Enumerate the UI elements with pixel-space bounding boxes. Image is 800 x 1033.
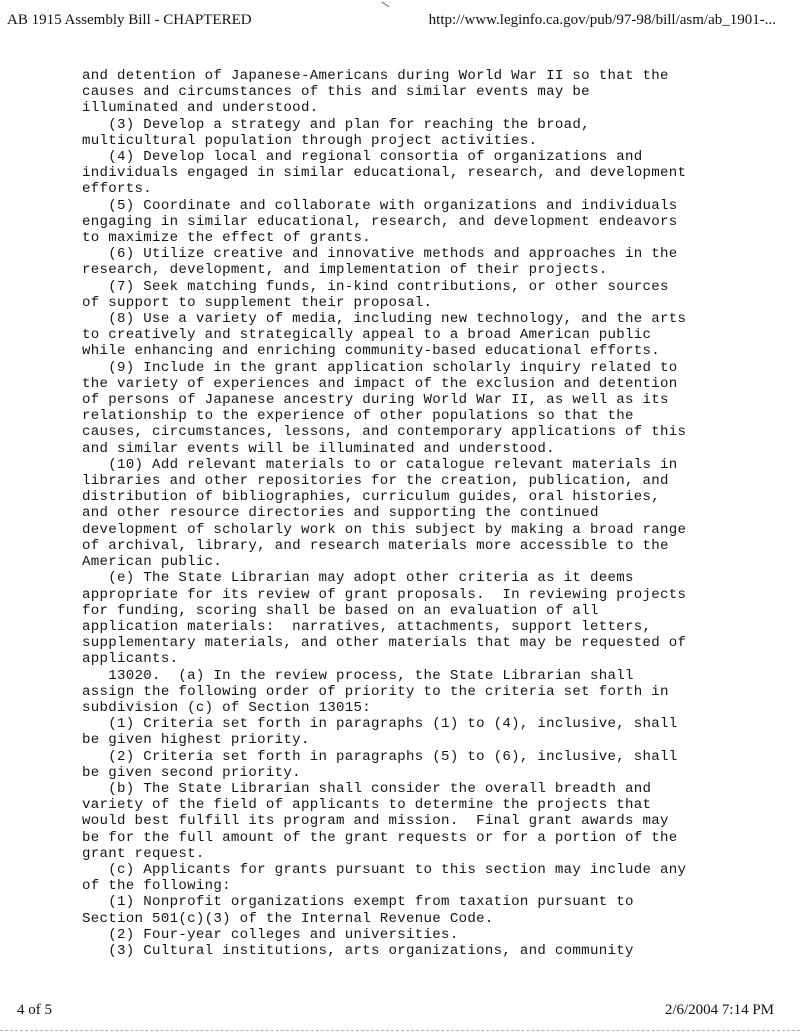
print-timestamp: 2/6/2004 7:14 PM xyxy=(664,1002,774,1018)
text-line: individuals engaged in similar educational, research, and development xyxy=(82,165,687,182)
text-line: (2) Four-year colleges and universities. xyxy=(82,926,459,943)
text-line: subdivision (c) of Section 13015: xyxy=(82,699,372,716)
text-line: engaging in similar educational, research, and development endeavors xyxy=(82,213,678,230)
page-header-title: AB 1915 Assembly Bill - CHAPTERED xyxy=(7,12,252,28)
text-line: research, development, and implementation of their projects. xyxy=(82,262,608,279)
scan-artifact xyxy=(382,2,390,8)
text-line: of archival, library, and research materials more accessible to the xyxy=(82,537,669,554)
text-line: and similar events will be illuminated and understood. xyxy=(82,440,555,457)
text-line: 13020. (a) In the review process, the State Librarian shall xyxy=(82,667,634,684)
bill-text xyxy=(82,68,686,959)
text-line: be given second priority. xyxy=(82,764,301,781)
text-line: (7) Seek matching funds, in-kind contributions, or other sources xyxy=(82,278,669,295)
text-line: (1) Nonprofit organizations exempt from taxation pursuant to xyxy=(82,894,634,911)
text-line: the variety of experiences and impact of the exclusion and detention xyxy=(82,375,678,392)
text-line: (3) Cultural institutions, arts organizations, and community xyxy=(82,942,634,959)
text-line: (6) Utilize creative and innovative methods and approaches in the xyxy=(82,246,678,263)
text-line: would best fulfill its program and mission. Final grant awards may xyxy=(82,813,669,830)
text-line: assign the following order of priority to the criteria set forth in xyxy=(82,683,669,700)
text-line: variety of the field of applicants to determine the projects that xyxy=(82,797,652,814)
text-line: (4) Develop local and regional consortia of organizations and xyxy=(82,149,643,166)
page-number: 4 of 5 xyxy=(17,1002,52,1018)
text-line: causes and circumstances of this and similar events may be xyxy=(82,84,590,101)
text-line: (5) Coordinate and collaborate with organizations and individuals xyxy=(82,197,678,214)
text-line: American public. xyxy=(82,554,223,571)
text-line: Section 501(c)(3) of the Internal Revenue Code. xyxy=(82,910,494,927)
text-line: illuminated and understood. xyxy=(82,100,319,117)
text-line: (1) Criteria set forth in paragraphs (1) to (4), inclusive, shall xyxy=(82,716,678,733)
text-line: (e) The State Librarian may adopt other criteria as it deems xyxy=(82,570,634,587)
text-line: applicants. xyxy=(82,651,179,668)
text-line: libraries and other repositories for the creation, publication, and xyxy=(82,473,669,490)
page-header-url: http://www.leginfo.ca.gov/pub/97-98/bill/asm/ab_1901-... xyxy=(428,12,776,28)
text-line: for funding, scoring shall be based on an evaluation of all xyxy=(82,602,599,619)
text-line: and other resource directories and supporting the continued xyxy=(82,505,599,522)
text-line: application materials: narratives, attachments, support letters, xyxy=(82,618,652,635)
text-line: (3) Develop a strategy and plan for reaching the broad, xyxy=(82,116,590,133)
text-line: causes, circumstances, lessons, and contemporary applications of this xyxy=(82,424,687,441)
text-line: and detention of Japanese-Americans during World War II so that the xyxy=(82,68,669,84)
text-line: be given highest priority. xyxy=(82,732,310,749)
text-line: be for the full amount of the grant requests or for a portion of the xyxy=(82,829,678,846)
text-line: (10) Add relevant materials to or catalogue relevant materials in xyxy=(82,456,678,473)
text-line: grant request. xyxy=(82,845,205,862)
text-line: (c) Applicants for grants pursuant to this section may include any xyxy=(82,861,687,878)
text-line: appropriate for its review of grant proposals. In reviewing projects xyxy=(82,586,687,603)
text-line: development of scholarly work on this subject by making a broad range xyxy=(82,521,687,538)
text-line: efforts. xyxy=(82,181,153,198)
text-line: of the following: xyxy=(82,878,231,895)
text-line: (8) Use a variety of media, including new technology, and the arts xyxy=(82,311,687,328)
page-edge-rule xyxy=(0,1030,800,1032)
text-line: supplementary materials, and other materials that may be requested of xyxy=(82,635,687,652)
text-line: while enhancing and enriching community-based educational efforts. xyxy=(82,343,661,360)
text-line: (2) Criteria set forth in paragraphs (5) to (6), inclusive, shall xyxy=(82,748,678,765)
text-line: of support to supplement their proposal. xyxy=(82,294,433,311)
text-line: distribution of bibliographies, curriculum guides, oral histories, xyxy=(82,489,661,506)
text-line: to creatively and strategically appeal to a broad American public xyxy=(82,327,652,344)
text-line: of persons of Japanese ancestry during World War II, as well as its xyxy=(82,392,669,409)
text-line: (b) The State Librarian shall consider the overall breadth and xyxy=(82,780,652,797)
text-line: relationship to the experience of other populations so that the xyxy=(82,408,634,425)
text-line: (9) Include in the grant application scholarly inquiry related to xyxy=(82,359,678,376)
text-line: multicultural population through project activities. xyxy=(82,132,538,149)
text-line: to maximize the effect of grants. xyxy=(82,230,372,247)
